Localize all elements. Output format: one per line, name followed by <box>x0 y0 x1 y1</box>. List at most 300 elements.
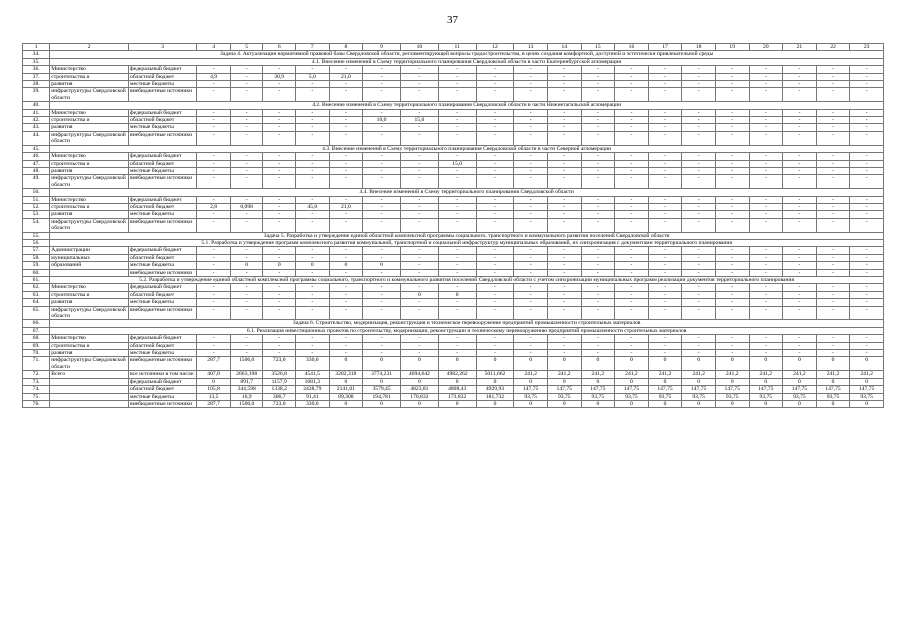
value-cell: - <box>547 175 581 189</box>
value-cell: - <box>329 175 363 189</box>
value-cell: 0 <box>783 378 817 385</box>
value-cell: - <box>295 124 329 131</box>
table-row <box>23 378 884 385</box>
value-cell: - <box>715 203 749 210</box>
value-cell: - <box>715 124 749 131</box>
value-cell: - <box>648 175 682 189</box>
value-cell: - <box>363 196 401 203</box>
row-number: 76. <box>23 400 50 407</box>
table-row <box>23 109 884 116</box>
table-row <box>23 167 884 174</box>
funding-source-cell: федеральный бюджет <box>129 66 197 73</box>
value-cell: - <box>438 306 476 320</box>
value-cell: - <box>514 291 548 298</box>
value-cell: - <box>438 196 476 203</box>
value-cell: 241,2 <box>816 371 850 378</box>
value-cell: - <box>816 81 850 88</box>
value-cell: - <box>263 211 296 218</box>
funding-source-cell: местные бюджеты <box>129 262 197 269</box>
row-number: 46. <box>23 153 50 160</box>
value-cell: 147,75 <box>615 386 649 393</box>
value-cell: - <box>581 342 615 349</box>
value-cell: - <box>682 299 716 306</box>
value-cell: - <box>783 117 817 124</box>
executor-cell: строительства и <box>50 342 129 349</box>
value-cell: - <box>400 306 438 320</box>
value-cell: 93,75 <box>581 393 615 400</box>
value-cell: 241,2 <box>749 371 783 378</box>
value-cell: - <box>547 218 581 232</box>
value-cell: - <box>816 299 850 306</box>
value-cell: - <box>816 211 850 218</box>
funding-source-cell: местные бюджеты <box>129 211 197 218</box>
value-cell: - <box>648 88 682 102</box>
value-cell: - <box>749 203 783 210</box>
value-cell: - <box>400 66 438 73</box>
value-cell: - <box>514 66 548 73</box>
section-title-row <box>23 51 884 58</box>
value-cell: - <box>850 160 884 167</box>
value-cell: - <box>749 73 783 80</box>
executor-cell: развития <box>50 167 129 174</box>
value-cell: - <box>476 342 514 349</box>
value-cell: - <box>749 218 783 232</box>
value-cell: - <box>514 153 548 160</box>
value-cell: 93,75 <box>648 393 682 400</box>
value-cell: - <box>615 350 649 357</box>
value-cell: - <box>197 306 231 320</box>
executor-cell: строительства и <box>50 73 129 80</box>
value-cell: - <box>476 269 514 276</box>
value-cell: 1338,2 <box>263 386 296 393</box>
executor-cell <box>50 400 129 407</box>
value-cell: 21,0 <box>329 203 363 210</box>
value-cell: 93,75 <box>514 393 548 400</box>
value-cell: - <box>615 291 649 298</box>
value-cell: - <box>682 306 716 320</box>
value-cell: - <box>715 218 749 232</box>
value-cell: 0 <box>438 400 476 407</box>
value-cell: - <box>648 131 682 145</box>
value-cell: 4929,93 <box>476 386 514 393</box>
value-cell: - <box>329 350 363 357</box>
value-cell: - <box>783 203 817 210</box>
value-cell: - <box>850 350 884 357</box>
value-cell: - <box>715 167 749 174</box>
value-cell: - <box>547 109 581 116</box>
header-cell: 3 <box>129 44 197 51</box>
value-cell: - <box>400 335 438 342</box>
value-cell: - <box>547 117 581 124</box>
value-cell: 0 <box>648 378 682 385</box>
value-cell: 16,9 <box>230 393 263 400</box>
value-cell: 0 <box>295 262 329 269</box>
value-cell: - <box>263 291 296 298</box>
funding-source-cell: местные бюджеты <box>129 299 197 306</box>
value-cell: - <box>648 160 682 167</box>
value-cell: - <box>615 109 649 116</box>
value-cell: - <box>230 350 263 357</box>
value-cell: 0 <box>363 378 401 385</box>
table-row <box>23 131 884 145</box>
value-cell: - <box>648 203 682 210</box>
value-cell: - <box>295 306 329 320</box>
value-cell: - <box>438 88 476 102</box>
value-cell: - <box>514 335 548 342</box>
value-cell: - <box>682 124 716 131</box>
value-cell: - <box>197 254 231 261</box>
value-cell: - <box>514 254 548 261</box>
value-cell: - <box>363 203 401 210</box>
value-cell: - <box>749 291 783 298</box>
value-cell: - <box>648 117 682 124</box>
value-cell: - <box>263 284 296 291</box>
value-cell: - <box>363 153 401 160</box>
section-title: 5.1. Разработка и утверждение программ комплексного развития коммунальной, транспортной и социальной инфраструктур муниципальных образований, их синхронизация с документами территориального планирования <box>50 239 884 246</box>
value-cell: - <box>682 350 716 357</box>
value-cell: - <box>400 342 438 349</box>
value-cell: - <box>263 335 296 342</box>
header-cell: 2 <box>50 44 129 51</box>
value-cell: - <box>329 117 363 124</box>
value-cell: - <box>514 211 548 218</box>
value-cell: - <box>850 342 884 349</box>
value-cell: 0 <box>615 400 649 407</box>
value-cell: 147,75 <box>547 386 581 393</box>
value-cell: - <box>850 88 884 102</box>
value-cell: - <box>547 299 581 306</box>
value-cell: 181,732 <box>476 393 514 400</box>
value-cell: - <box>682 81 716 88</box>
value-cell: - <box>581 218 615 232</box>
value-cell: 147,75 <box>749 386 783 393</box>
value-cell: - <box>438 247 476 254</box>
value-cell: - <box>682 211 716 218</box>
row-number: 54. <box>23 218 50 232</box>
value-cell: - <box>816 124 850 131</box>
value-cell: - <box>295 153 329 160</box>
row-number: 63. <box>23 291 50 298</box>
funding-source-cell: местные бюджеты <box>129 350 197 357</box>
value-cell: - <box>476 167 514 174</box>
value-cell: - <box>514 269 548 276</box>
row-number: 73. <box>23 378 50 385</box>
value-cell: - <box>581 117 615 124</box>
value-cell: - <box>615 262 649 269</box>
value-cell: - <box>329 81 363 88</box>
value-cell: - <box>816 218 850 232</box>
value-cell: - <box>816 254 850 261</box>
value-cell: - <box>363 284 401 291</box>
value-cell: - <box>816 153 850 160</box>
value-cell: - <box>581 109 615 116</box>
value-cell: - <box>581 299 615 306</box>
executor-cell: Всего <box>50 371 129 378</box>
funding-source-cell: местные бюджеты <box>129 81 197 88</box>
value-cell: 147,75 <box>850 386 884 393</box>
table-row <box>23 218 884 232</box>
value-cell: - <box>476 350 514 357</box>
value-cell: - <box>295 167 329 174</box>
value-cell: - <box>476 262 514 269</box>
value-cell: - <box>547 342 581 349</box>
section-title: 6.1. Реализация инвестиционных проектов по строительству, модернизации, реконструкции и техническому перевооружению предприятий промышленности строительных материалов <box>50 327 884 334</box>
value-cell: - <box>581 350 615 357</box>
value-cell: - <box>295 131 329 145</box>
value-cell: 93,75 <box>749 393 783 400</box>
header-cell: 20 <box>749 44 783 51</box>
value-cell: 147,75 <box>783 386 817 393</box>
value-cell: - <box>783 342 817 349</box>
value-cell: 0 <box>850 378 884 385</box>
header-cell: 12 <box>476 44 514 51</box>
value-cell: - <box>547 254 581 261</box>
value-cell: 45,0 <box>295 203 329 210</box>
row-number: 59. <box>23 262 50 269</box>
value-cell: - <box>476 131 514 145</box>
row-number: 47. <box>23 160 50 167</box>
value-cell: - <box>438 203 476 210</box>
value-cell: - <box>581 81 615 88</box>
value-cell: 0 <box>615 357 649 371</box>
value-cell: - <box>715 350 749 357</box>
row-number: 44. <box>23 131 50 145</box>
value-cell: 0 <box>547 400 581 407</box>
value-cell: - <box>263 342 296 349</box>
header-cell: 8 <box>329 44 363 51</box>
value-cell: - <box>400 262 438 269</box>
value-cell: - <box>648 109 682 116</box>
value-cell: - <box>476 66 514 73</box>
table-row <box>23 269 884 276</box>
value-cell: - <box>749 175 783 189</box>
value-cell: - <box>197 124 231 131</box>
value-cell: - <box>230 218 263 232</box>
value-cell: - <box>514 196 548 203</box>
value-cell: - <box>400 284 438 291</box>
value-cell: 0 <box>400 291 438 298</box>
value-cell: 241,2 <box>581 371 615 378</box>
value-cell: - <box>476 153 514 160</box>
value-cell: - <box>363 81 401 88</box>
value-cell: - <box>295 160 329 167</box>
value-cell: - <box>648 196 682 203</box>
value-cell: 3774,231 <box>363 371 401 378</box>
row-number: 52. <box>23 203 50 210</box>
value-cell: - <box>715 66 749 73</box>
value-cell: 0 <box>850 357 884 371</box>
value-cell: - <box>715 291 749 298</box>
value-cell: - <box>438 211 476 218</box>
row-number: 42. <box>23 117 50 124</box>
value-cell: - <box>547 269 581 276</box>
table-row <box>23 117 884 124</box>
executor-cell: инфраструктуры Свердловской области <box>50 175 129 189</box>
value-cell: - <box>816 284 850 291</box>
value-cell: - <box>850 247 884 254</box>
value-cell: - <box>197 88 231 102</box>
value-cell: - <box>648 269 682 276</box>
value-cell: 0 <box>581 357 615 371</box>
value-cell: - <box>615 306 649 320</box>
value-cell: 147,75 <box>715 386 749 393</box>
value-cell: 93,75 <box>783 393 817 400</box>
value-cell: - <box>514 262 548 269</box>
value-cell: - <box>581 306 615 320</box>
value-cell: - <box>682 175 716 189</box>
value-cell: 0 <box>749 357 783 371</box>
value-cell: - <box>438 269 476 276</box>
value-cell: - <box>615 196 649 203</box>
value-cell: - <box>329 291 363 298</box>
value-cell: 15,0 <box>400 117 438 124</box>
executor-cell: муниципальных <box>50 254 129 261</box>
value-cell: - <box>850 262 884 269</box>
value-cell: 93,75 <box>850 393 884 400</box>
value-cell: - <box>783 88 817 102</box>
funding-source-cell: все источники в том числе: <box>129 371 197 378</box>
value-cell: 170,832 <box>400 393 438 400</box>
value-cell: - <box>197 66 231 73</box>
value-cell: 0 <box>850 400 884 407</box>
value-cell: - <box>363 131 401 145</box>
executor-cell: инфраструктуры Свердловской области <box>50 218 129 232</box>
value-cell: - <box>648 254 682 261</box>
value-cell: - <box>230 247 263 254</box>
value-cell: 0 <box>682 378 716 385</box>
value-cell: - <box>816 109 850 116</box>
section-title: 4.4. Внесение изменений в Схему территориального планирования Свердловской области <box>50 189 884 196</box>
row-number: 50. <box>23 189 50 196</box>
value-cell: - <box>263 175 296 189</box>
value-cell: 241,2 <box>615 371 649 378</box>
value-cell: - <box>615 131 649 145</box>
value-cell: - <box>648 247 682 254</box>
funding-source-cell: внебюджетные источники <box>129 88 197 102</box>
value-cell: - <box>230 88 263 102</box>
value-cell: - <box>850 175 884 189</box>
value-cell: - <box>615 88 649 102</box>
value-cell: 0 <box>329 400 363 407</box>
table-row <box>23 357 884 371</box>
section-title-row <box>23 189 884 196</box>
value-cell: - <box>438 350 476 357</box>
value-cell: - <box>476 175 514 189</box>
value-cell: - <box>476 211 514 218</box>
value-cell: - <box>438 153 476 160</box>
executor-cell: развития <box>50 81 129 88</box>
value-cell: - <box>715 284 749 291</box>
value-cell: 4541,5 <box>295 371 329 378</box>
value-cell: - <box>363 175 401 189</box>
row-number: 36. <box>23 66 50 73</box>
value-cell: - <box>363 247 401 254</box>
value-cell: - <box>615 203 649 210</box>
value-cell: - <box>438 175 476 189</box>
value-cell: - <box>547 306 581 320</box>
value-cell: - <box>547 291 581 298</box>
value-cell: 0 <box>816 378 850 385</box>
value-cell: - <box>783 291 817 298</box>
value-cell: - <box>438 284 476 291</box>
value-cell: - <box>438 73 476 80</box>
value-cell: - <box>197 117 231 124</box>
value-cell: 241,2 <box>514 371 548 378</box>
value-cell: - <box>749 284 783 291</box>
value-cell: - <box>514 81 548 88</box>
value-cell: - <box>547 350 581 357</box>
value-cell: 10,0 <box>363 117 401 124</box>
funding-source-cell: федеральный бюджет <box>129 378 197 385</box>
value-cell: 0 <box>715 357 749 371</box>
table-row <box>23 203 884 210</box>
value-cell: - <box>749 81 783 88</box>
value-cell: 287,7 <box>197 357 231 371</box>
value-cell: 241,2 <box>682 371 716 378</box>
value-cell: - <box>615 211 649 218</box>
executor-cell: Министерство <box>50 109 129 116</box>
value-cell: 0 <box>263 262 296 269</box>
value-cell: 0 <box>547 378 581 385</box>
value-cell: - <box>514 167 548 174</box>
value-cell: - <box>197 247 231 254</box>
value-cell: - <box>682 167 716 174</box>
value-cell: - <box>476 254 514 261</box>
value-cell: - <box>648 81 682 88</box>
value-cell: - <box>615 335 649 342</box>
value-cell: - <box>263 247 296 254</box>
value-cell: 4,9 <box>197 73 231 80</box>
value-cell: - <box>783 247 817 254</box>
value-cell: 1157,9 <box>263 378 296 385</box>
value-cell: - <box>197 335 231 342</box>
value-cell: - <box>816 131 850 145</box>
executor-cell: Министерство <box>50 153 129 160</box>
funding-source-cell: областной бюджет <box>129 117 197 124</box>
value-cell: 241,2 <box>850 371 884 378</box>
funding-source-cell: областной бюджет <box>129 386 197 393</box>
value-cell: - <box>230 211 263 218</box>
value-cell: - <box>783 218 817 232</box>
value-cell: - <box>682 269 716 276</box>
value-cell: - <box>547 262 581 269</box>
funding-source-cell: внебюджетные источники <box>129 269 197 276</box>
executor-cell: строительства и <box>50 117 129 124</box>
value-cell: 0 <box>438 357 476 371</box>
value-cell: - <box>197 342 231 349</box>
value-cell: - <box>749 342 783 349</box>
value-cell: - <box>715 306 749 320</box>
value-cell: - <box>850 306 884 320</box>
value-cell: 2663,198 <box>230 371 263 378</box>
value-cell: 147,75 <box>648 386 682 393</box>
value-cell: 2438,79 <box>295 386 329 393</box>
table-row <box>23 393 884 400</box>
funding-source-cell: областной бюджет <box>129 160 197 167</box>
value-cell: - <box>615 342 649 349</box>
row-number: 49. <box>23 175 50 189</box>
row-number: 64. <box>23 299 50 306</box>
row-number: 66. <box>23 320 50 327</box>
value-cell: - <box>783 73 817 80</box>
table-row <box>23 196 884 203</box>
value-cell: 0 <box>400 357 438 371</box>
value-cell: - <box>295 211 329 218</box>
value-cell: - <box>850 117 884 124</box>
funding-source-cell: федеральный бюджет <box>129 109 197 116</box>
executor-cell: Министерство <box>50 284 129 291</box>
value-cell: - <box>547 196 581 203</box>
